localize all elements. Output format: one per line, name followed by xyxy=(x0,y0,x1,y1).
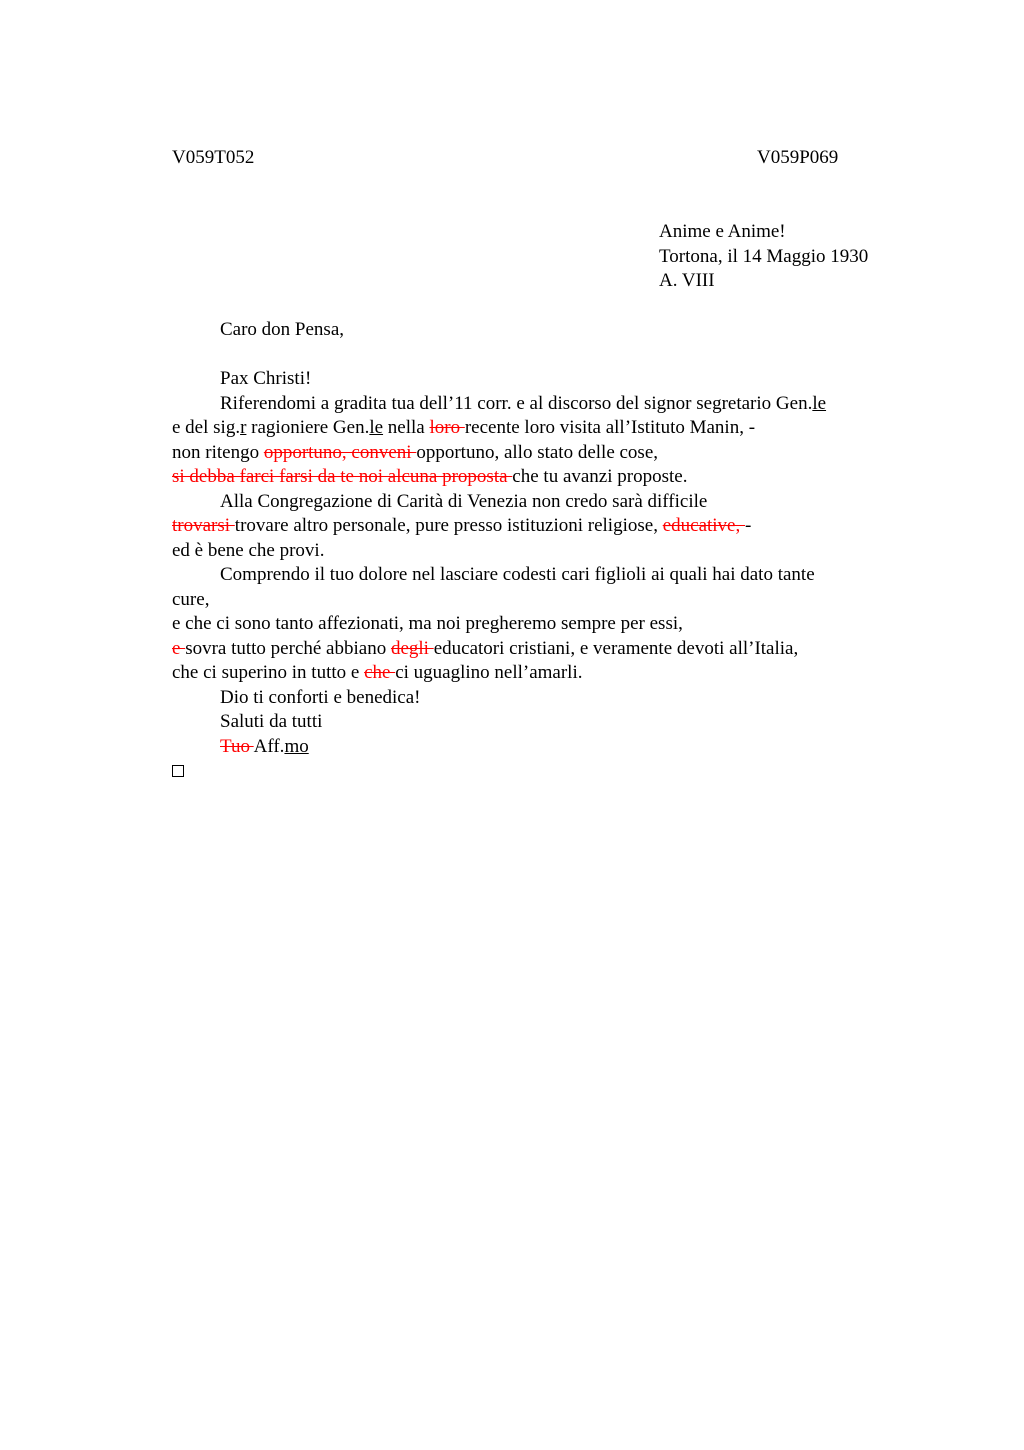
letter-header xyxy=(659,220,868,294)
text-segment: ci uguaglino nell’amarli. xyxy=(395,662,583,683)
deleted-text: trovarsi xyxy=(172,515,235,536)
deleted-text: e xyxy=(172,637,186,659)
text-segment: recente loro visita all’Istituto Manin, - xyxy=(464,417,756,438)
regards: Saluti da tutti xyxy=(220,711,323,732)
text-segment: ragioniere Gen. xyxy=(246,417,370,438)
underlined-abbreviation: le xyxy=(369,417,384,438)
deleted-text: si debba farci farsi da te noi alcuna proposta xyxy=(172,466,513,487)
letter-body xyxy=(172,318,892,785)
salutation: Caro don Pensa, xyxy=(220,319,345,340)
text-segment: opportuno, allo stato delle cose, xyxy=(416,441,659,463)
text-segment: Aff. xyxy=(253,735,285,757)
text-segment: che ci superino in tutto e xyxy=(172,662,365,683)
deleted-text: opportuno, conveni xyxy=(263,441,417,463)
underlined-abbreviation: r xyxy=(240,417,247,438)
body-line-6 xyxy=(172,514,892,539)
greeting: Pax Christi! xyxy=(220,368,312,389)
document-ref-right: V059P069 xyxy=(757,147,839,168)
text-segment: sovra tutto perché abbiano xyxy=(185,637,391,659)
body-line-5: Alla Congregazione di Carità di Venezia non credo sarà difficile xyxy=(220,490,708,512)
motto: Anime e Anime! xyxy=(659,221,786,242)
body-line-2 xyxy=(172,416,892,441)
body-line-7: ed è bene che provi. xyxy=(172,539,325,561)
deleted-text: che xyxy=(364,662,396,683)
text-segment: educatori cristiani, e veramente devoti all’Italia, xyxy=(433,637,799,659)
signature-line xyxy=(172,735,892,760)
body-line-10: e che ci sono tanto affezionati, ma noi pregheremo sempre per essi, xyxy=(172,613,683,634)
blessing: Dio ti conforti e benedica! xyxy=(220,686,421,708)
deleted-text: degli xyxy=(390,637,434,659)
checkbox-icon xyxy=(172,765,184,777)
body-line-8: Comprendo il tuo dolore nel lasciare codesti cari figlioli ai quali hai dato tante xyxy=(220,564,815,585)
era: A. VIII xyxy=(659,270,715,291)
deleted-text: educative, xyxy=(662,515,745,536)
text-segment: e del sig. xyxy=(172,417,241,438)
body-line-12 xyxy=(172,661,892,686)
body-line-9: cure, xyxy=(172,588,210,610)
text-segment: trovare altro personale, pure presso istituzioni religiose, xyxy=(234,515,663,536)
text-segment: nella xyxy=(383,417,430,438)
end-marker-line xyxy=(172,759,892,785)
blank-line xyxy=(172,343,892,368)
body-line-3 xyxy=(172,441,892,466)
document-ref-left: V059T052 xyxy=(172,147,255,168)
underlined-abbreviation: le xyxy=(812,392,827,414)
text-segment: - xyxy=(745,515,752,536)
text-segment: che tu avanzi proposte. xyxy=(512,466,688,487)
text-segment: non ritengo xyxy=(172,441,264,463)
body-line-11 xyxy=(172,637,892,662)
deleted-text: Tuo xyxy=(220,735,254,757)
text-segment: Riferendomi a gradita tua dell’11 corr. e al discorso del signor segretario Gen. xyxy=(220,392,813,414)
place-date: Tortona, il 14 Maggio 1930 xyxy=(659,245,869,267)
body-line-1 xyxy=(172,392,892,417)
body-line-4 xyxy=(172,465,892,490)
underlined-abbreviation: mo xyxy=(284,735,309,757)
deleted-text: loro xyxy=(429,417,465,438)
